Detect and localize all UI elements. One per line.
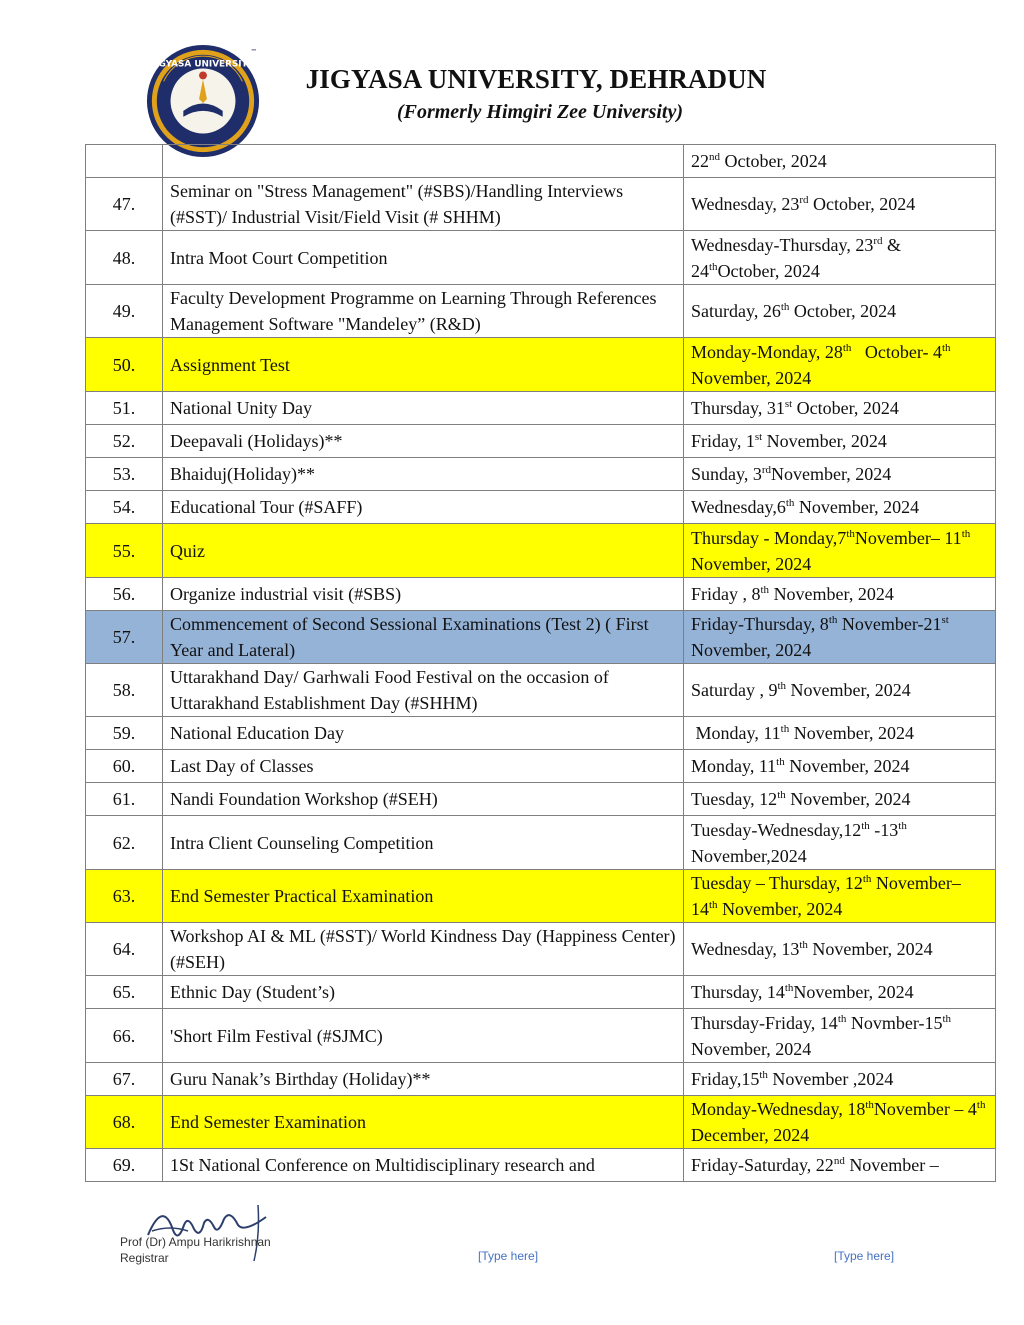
table-row [86, 1096, 996, 1149]
row-number [86, 145, 163, 178]
row-number: 58. [86, 664, 163, 717]
event-date: Wednesday,6th November, 2024 [684, 491, 996, 524]
event-date: Friday,15th November ,2024 [684, 1063, 996, 1096]
event-name: Deepavali (Holidays)** [163, 425, 684, 458]
event-date: Tuesday, 12th November, 2024 [684, 783, 996, 816]
table-row [86, 1009, 996, 1063]
table-row [86, 524, 996, 578]
row-number: 65. [86, 976, 163, 1009]
event-date: Thursday - Monday,7thNovember– 11th November, 2024 [684, 524, 996, 578]
event-name: End Semester Practical Examination [163, 870, 684, 923]
event-date: Thursday-Friday, 14th Novmber-15th November, 2024 [684, 1009, 996, 1063]
table-row [86, 976, 996, 1009]
event-name: Uttarakhand Day/ Garhwali Food Festival on the occasion of Uttarakhand Establishment Day (#SHHM) [163, 664, 684, 717]
event-date: Wednesday, 23rd October, 2024 [684, 178, 996, 231]
row-number: 63. [86, 870, 163, 923]
table-row [86, 178, 996, 231]
table-row [86, 783, 996, 816]
event-name: Intra Client Counseling Competition [163, 816, 684, 870]
row-number: 48. [86, 231, 163, 285]
event-date: Tuesday – Thursday, 12th November– 14th November, 2024 [684, 870, 996, 923]
event-name [163, 145, 684, 178]
event-date: Sunday, 3rdNovember, 2024 [684, 458, 996, 491]
event-date: Saturday, 26th October, 2024 [684, 285, 996, 338]
table-row [86, 578, 996, 611]
event-name: Faculty Development Programme on Learning Through References Management Software "Mandeley” (R&D) [163, 285, 684, 338]
svg-text:™: ™ [250, 47, 258, 56]
event-date: Tuesday-Wednesday,12th -13th November,2024 [684, 816, 996, 870]
table-row [86, 458, 996, 491]
table-row [86, 816, 996, 870]
table-row [86, 231, 996, 285]
row-number: 55. [86, 524, 163, 578]
row-number: 57. [86, 611, 163, 664]
calendar-table-body [86, 145, 996, 1182]
event-name: End Semester Examination [163, 1096, 684, 1149]
signer-block [120, 1234, 271, 1266]
table-row [86, 392, 996, 425]
event-name: 1St National Conference on Multidisciplinary research and [163, 1149, 684, 1182]
table-row [86, 1149, 996, 1182]
table-row [86, 145, 996, 178]
row-number: 59. [86, 717, 163, 750]
event-name: Workshop AI & ML (#SST)/ World Kindness Day (Happiness Center) (#SEH) [163, 923, 684, 976]
event-name: Bhaiduj(Holiday)** [163, 458, 684, 491]
event-date: Thursday, 14thNovember, 2024 [684, 976, 996, 1009]
event-name: National Unity Day [163, 392, 684, 425]
event-name: Commencement of Second Sessional Examinations (Test 2) ( First Year and Lateral) [163, 611, 684, 664]
table-row [86, 750, 996, 783]
row-number: 54. [86, 491, 163, 524]
table-row [86, 491, 996, 524]
page-subtitle: (Formerly Himgiri Zee University) [396, 101, 684, 123]
event-name: Seminar on "Stress Management" (#SBS)/Handling Interviews (#SST)/ Industrial Visit/Field Visit (# SHHM) [163, 178, 684, 231]
event-date: Monday-Monday, 28th October- 4th November, 2024 [684, 338, 996, 392]
event-date: Monday-Wednesday, 18thNovember – 4th December, 2024 [684, 1096, 996, 1149]
event-date: Friday-Thursday, 8th November-21st November, 2024 [684, 611, 996, 664]
page-title: JIGYASA UNIVERSITY, DEHRADUN [305, 64, 767, 94]
logo-text: JIGYASA UNIVERSITY [151, 59, 255, 70]
event-name: Guru Nanak’s Birthday (Holiday)** [163, 1063, 684, 1096]
event-name: Assignment Test [163, 338, 684, 392]
row-number: 56. [86, 578, 163, 611]
row-number: 49. [86, 285, 163, 338]
academic-calendar-table [85, 144, 996, 1182]
event-date: Friday-Saturday, 22nd November – [684, 1149, 996, 1182]
table-row [86, 285, 996, 338]
table-row [86, 338, 996, 392]
event-date: Friday , 8th November, 2024 [684, 578, 996, 611]
table-row [86, 870, 996, 923]
event-name: Nandi Foundation Workshop (#SEH) [163, 783, 684, 816]
event-date: Saturday , 9th November, 2024 [684, 664, 996, 717]
event-date: Monday, 11th November, 2024 [684, 717, 996, 750]
row-number: 52. [86, 425, 163, 458]
row-number: 67. [86, 1063, 163, 1096]
row-number: 47. [86, 178, 163, 231]
event-name: Ethnic Day (Student’s) [163, 976, 684, 1009]
event-date: Thursday, 31st October, 2024 [684, 392, 996, 425]
event-name: Intra Moot Court Competition [163, 231, 684, 285]
row-number: 69. [86, 1149, 163, 1182]
event-date: Monday, 11th November, 2024 [684, 750, 996, 783]
row-number: 62. [86, 816, 163, 870]
footer-placeholder-center: [Type here] [478, 1249, 539, 1263]
row-number: 51. [86, 392, 163, 425]
event-name: National Education Day [163, 717, 684, 750]
event-date: 22nd October, 2024 [684, 145, 996, 178]
row-number: 64. [86, 923, 163, 976]
table-row [86, 923, 996, 976]
event-name: Organize industrial visit (#SBS) [163, 578, 684, 611]
event-date: Friday, 1st November, 2024 [684, 425, 996, 458]
table-row [86, 664, 996, 717]
footer-placeholder-right: [Type here] [834, 1249, 895, 1263]
event-date: Wednesday-Thursday, 23rd & 24thOctober, 2024 [684, 231, 996, 285]
event-name: Educational Tour (#SAFF) [163, 491, 684, 524]
table-row [86, 717, 996, 750]
row-number: 50. [86, 338, 163, 392]
table-row [86, 425, 996, 458]
signer-name: Prof (Dr) Ampu Harikrishnan [120, 1235, 271, 1249]
signer-title: Registrar [120, 1251, 169, 1265]
table-row [86, 611, 996, 664]
row-number: 53. [86, 458, 163, 491]
event-name: 'Short Film Festival (#SJMC) [163, 1009, 684, 1063]
table-row [86, 1063, 996, 1096]
row-number: 66. [86, 1009, 163, 1063]
event-date: Wednesday, 13th November, 2024 [684, 923, 996, 976]
event-name: Last Day of Classes [163, 750, 684, 783]
event-name: Quiz [163, 524, 684, 578]
row-number: 68. [86, 1096, 163, 1149]
row-number: 61. [86, 783, 163, 816]
row-number: 60. [86, 750, 163, 783]
